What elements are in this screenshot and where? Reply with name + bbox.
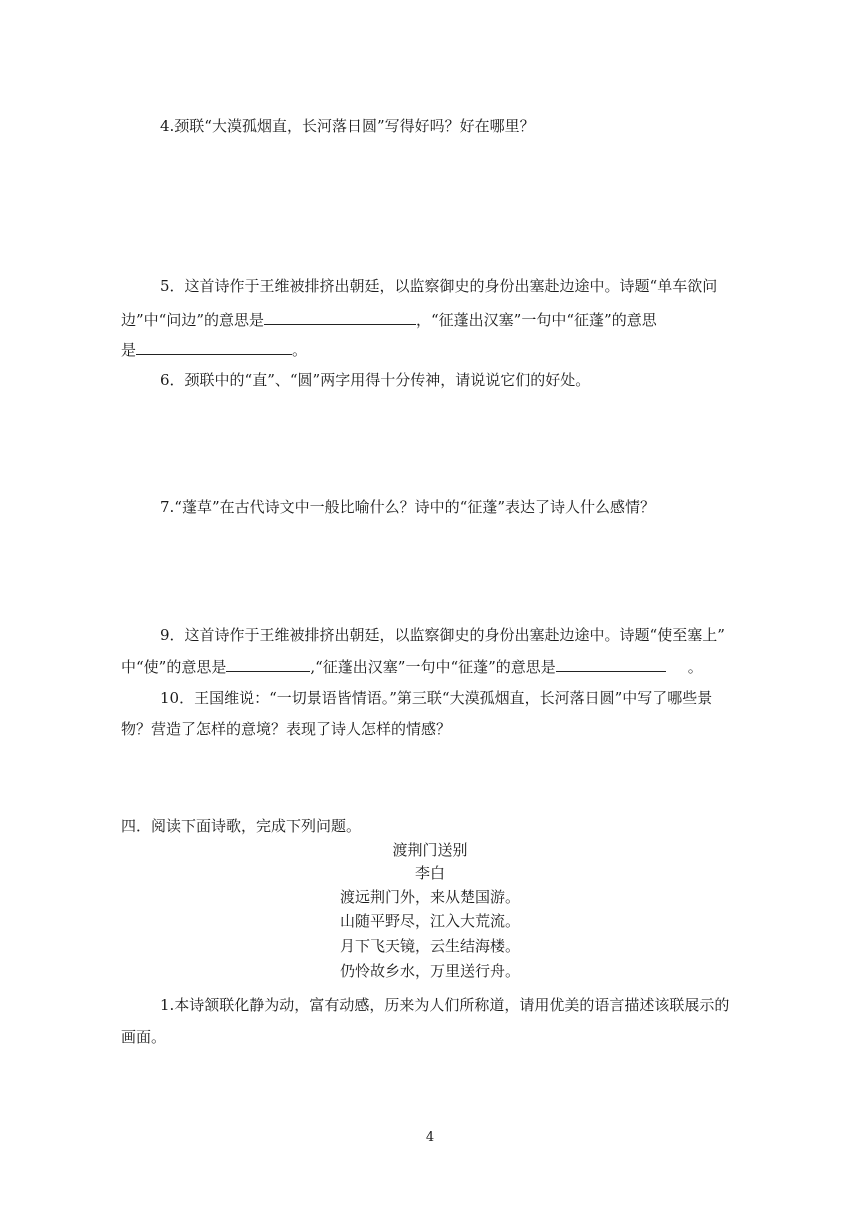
question-5-line-2 xyxy=(121,310,657,330)
answer-blank-zhengpeng[interactable] xyxy=(136,340,292,355)
question-5-line-3 xyxy=(121,340,307,360)
answer-blank-shi[interactable] xyxy=(226,657,310,672)
question-10-line-1: 10．王国维说：“一切景语皆情语。”第三联“大漠孤烟直，长河落日圆”中写了哪些景 xyxy=(160,689,713,707)
poem-line: 渡远荆门外，来从楚国游。 xyxy=(339,888,520,906)
question-5-line-1: 5．这首诗作于王维被排挤出朝廷，以监察御史的身份出塞赴边途中。诗题“单车欲问 xyxy=(160,277,718,295)
question-4: 4.颈联“大漠孤烟直，长河落日圆”写得好吗？好在哪里？ xyxy=(160,117,535,135)
poem-title: 渡荆门送别 xyxy=(392,841,468,859)
page-number: 4 xyxy=(425,1130,435,1145)
question-9-line-1: 9．这首诗作于王维被排挤出朝廷，以监察御史的身份出塞赴边途中。诗题“使至塞上” xyxy=(160,626,725,644)
question-9-line-2 xyxy=(121,657,703,677)
question-5-text-d: 。 xyxy=(292,341,308,359)
poem-line: 月下飞天镜，云生结海楼。 xyxy=(339,937,520,955)
question-7: 7.“蓬草”在古代诗文中一般比喻什么？诗中的“征蓬”表达了诗人什么感情？ xyxy=(160,498,655,516)
section-4-heading: 四．阅读下面诗歌，完成下列问题。 xyxy=(121,817,362,835)
poem-question-1-line-2: 画面。 xyxy=(121,1028,167,1046)
question-9-text-b: ,“征蓬出汉塞”一句中“征蓬”的意思是 xyxy=(310,658,556,676)
question-10-line-2: 物？营造了怎样的意境？表现了诗人怎样的情感？ xyxy=(121,720,452,738)
question-9-text-a: 中“使”的意思是 xyxy=(121,658,227,676)
answer-blank-zhengpeng-2[interactable] xyxy=(556,657,666,672)
answer-blank-wenbian[interactable] xyxy=(264,310,416,325)
question-5-text-c: 是 xyxy=(121,341,137,359)
question-9-text-c: 。 xyxy=(687,658,703,676)
poem-author: 李白 xyxy=(414,864,445,882)
question-5-text-a: 边”中“问边”的意思是 xyxy=(121,311,265,329)
poem-line: 山随平野尽，江入大荒流。 xyxy=(339,912,520,930)
poem-question-1-line-1: 1.本诗颔联化静为动，富有动感，历来为人们所称道，请用优美的语言描述该联展示的 xyxy=(160,996,730,1014)
poem-line: 仍怜故乡水，万里送行舟。 xyxy=(339,962,520,980)
question-6: 6．颈联中的“直”、“圆”两字用得十分传神，请说说它们的好处。 xyxy=(160,371,591,389)
question-5-text-b: ，“征蓬出汉塞”一句中“征蓬”的意思 xyxy=(416,311,657,329)
